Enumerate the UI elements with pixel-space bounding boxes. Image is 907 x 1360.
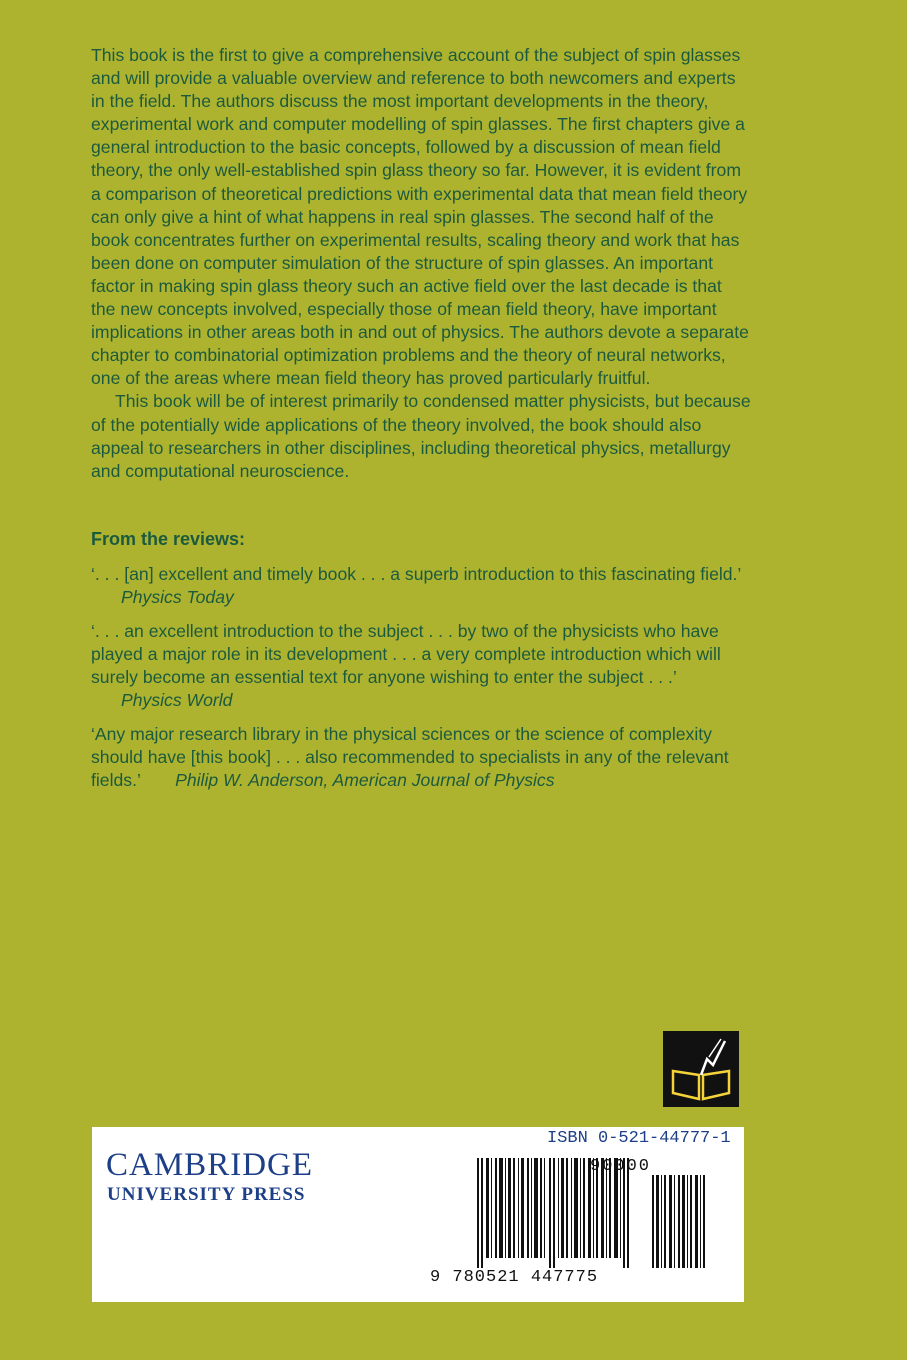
- review-source: Physics Today: [121, 587, 234, 608]
- book-description: [91, 44, 751, 483]
- description-paragraph-2: This book will be of interest primarily to condensed matter physicists, but because of the potentially wide applications of the theory involved, the book should also appeal to researchers in other disciplines, including theoretical physics, metallurgy and computational neuroscience.: [91, 391, 751, 481]
- reviews-heading: From the reviews:: [91, 529, 246, 549]
- price-code: 90000: [590, 1157, 652, 1176]
- review-text: ‘Any major research library in the physical sciences or the science of complexity should have [this book] . . . also recommended to specialists in any of the relevant fields.’: [91, 724, 729, 791]
- publisher-panel: [92, 1127, 744, 1302]
- review-source: Physics World: [121, 690, 233, 711]
- review-text: ‘. . . [an] excellent and timely book . . . a superb introduction to this fascinating field.’: [91, 564, 741, 584]
- review-source: Philip W. Anderson, American Journal of Physics: [175, 770, 555, 791]
- review-quote: [91, 563, 741, 609]
- addon-barcode-image: [652, 1175, 706, 1268]
- publisher-name: CAMBRIDGE: [106, 1147, 314, 1183]
- review-quote: [91, 620, 741, 712]
- publisher-subtitle: UNIVERSITY PRESS: [107, 1184, 306, 1205]
- description-paragraph-1: This book is the first to give a comprehensive account of the subject of spin glasses and will provide a valuable overview and reference to both newcomers and experts in the field. The authors discuss the most important developments in the theory, experimental work and computer modelling of spin glasses. The first chapters give a general introduction to the basic concepts, followed by a discussion of mean field theory, the only well-established spin glass theory so far. However, it is evident from a comparison of theoretical predictions with experimental data that mean field theory can only give a hint of what happens in real spin glasses. The second half of the book concentrates further on experimental results, scaling theory and work that has been done on computer simulation of the structure of spin glasses. An important factor in making spin glass theory such an active field over the last decade is that the new concepts involved, especially those of mean field theory, have important implications in other areas both in and out of physics. The authors devote a separate chapter to combinatorial optimization problems and the theory of neural networks, one of the areas where mean field theory has proved particularly fruitful.: [91, 45, 749, 389]
- isbn-label: ISBN 0-521-44777-1: [547, 1129, 731, 1148]
- open-book-icon: [663, 1031, 739, 1107]
- review-text: ‘. . . an excellent introduction to the subject . . . by two of the physicists who have played a major role in its development . . . a very complete introduction which will surely become an essential text for anyone wishing to enter the subject . . .’: [91, 621, 721, 688]
- review-quote: [91, 723, 741, 792]
- barcode-digits: 9 780521 447775: [430, 1268, 599, 1287]
